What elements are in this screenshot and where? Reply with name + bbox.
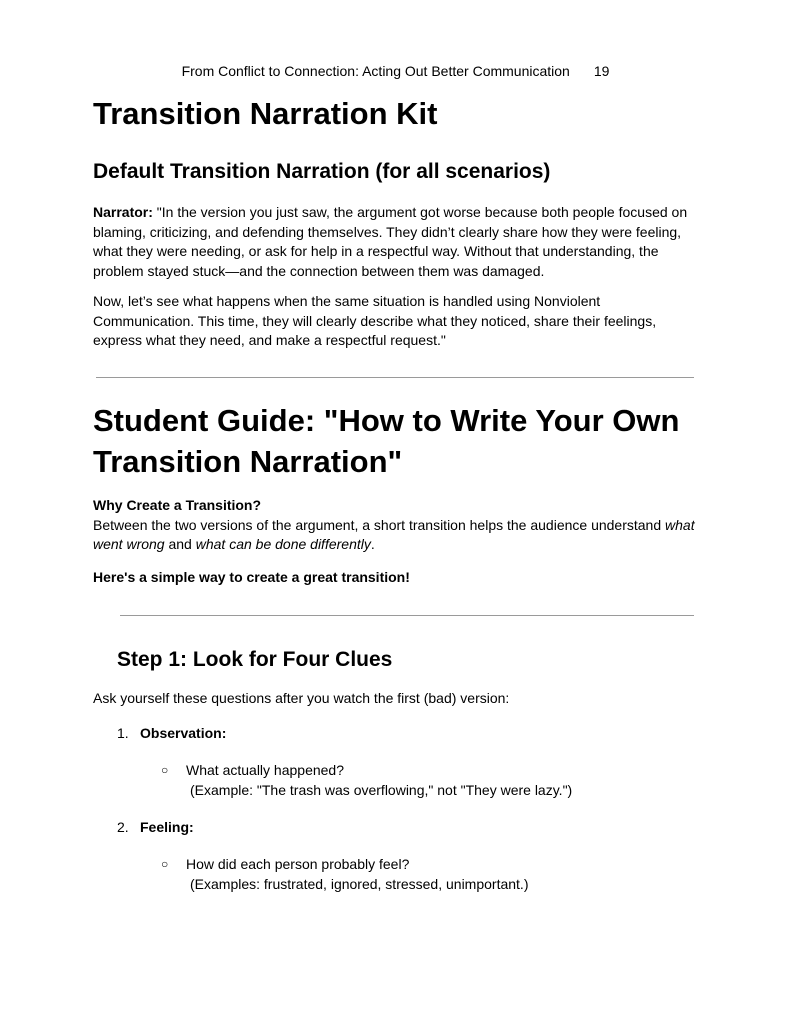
default-narration-heading: Default Transition Narration (for all scenarios)	[93, 160, 551, 183]
narration-text-1: "In the version you just saw, the argument got worse because both people focused on blaming, criticizing, and defending themselves. They didn’t clearly share how they were feeling, what they were needing, or ask for help in a respectful way. Without that understanding, the problem stayed stuck—and the connection between them was damaged.	[93, 204, 688, 279]
why-em-2: what can be done differently	[195, 536, 371, 552]
page-number: 19	[593, 63, 610, 79]
kit-title: Transition Narration Kit	[93, 96, 438, 131]
why-transition	[93, 496, 703, 555]
step1-heading: Step 1: Look for Four Clues	[117, 648, 393, 671]
simple-way-text: Here's a simple way to create a great transition!	[93, 569, 410, 585]
clue-item-observation	[117, 724, 226, 743]
step-divider	[120, 615, 694, 616]
clue-example: (Example: "The trash was overflowing," not "They were lazy.")	[190, 781, 573, 798]
why-text-1: Between the two versions of the argument, a short transition helps the audience understand	[93, 516, 666, 533]
step1-intro: Ask yourself these questions after you watch the first (bad) version:	[93, 690, 510, 706]
clue-label: Feeling:	[140, 819, 194, 835]
section-divider	[96, 377, 694, 378]
clue-subitem-observation	[161, 761, 572, 800]
clue-question: What actually happened?	[186, 762, 344, 778]
running-header	[0, 63, 791, 79]
clue-item-feeling	[117, 818, 194, 837]
clue-example: (Examples: frustrated, ignored, stressed, unimportant.)	[190, 875, 529, 892]
header-title: From Conflict to Connection: Acting Out Better Communication	[181, 63, 570, 79]
clue-number: 2.	[117, 819, 129, 835]
narration-paragraph-2: Now, let’s see what happens when the same situation is handled using Nonviolent Communication. This time, they will clearly describe what they noticed, share their feelings, express what they need, and make a respectful request."	[93, 293, 657, 348]
why-em-1: what went wrong	[93, 516, 695, 552]
narrator-label: Narrator:	[93, 204, 153, 220]
narration-paragraph-1	[93, 203, 703, 281]
hollow-bullet-icon: ○	[161, 763, 169, 777]
hollow-bullet-icon: ○	[161, 857, 169, 871]
student-guide-title: Student Guide: "How to Write Your Own Transition Narration"	[93, 403, 680, 479]
clue-number: 1.	[117, 725, 129, 741]
clue-label: Observation:	[140, 725, 227, 741]
why-text-2: and	[164, 536, 196, 552]
clue-question: How did each person probably feel?	[186, 856, 410, 872]
why-text-3: .	[370, 536, 375, 552]
why-heading: Why Create a Transition?	[93, 497, 262, 513]
clue-subitem-feeling	[161, 855, 528, 894]
